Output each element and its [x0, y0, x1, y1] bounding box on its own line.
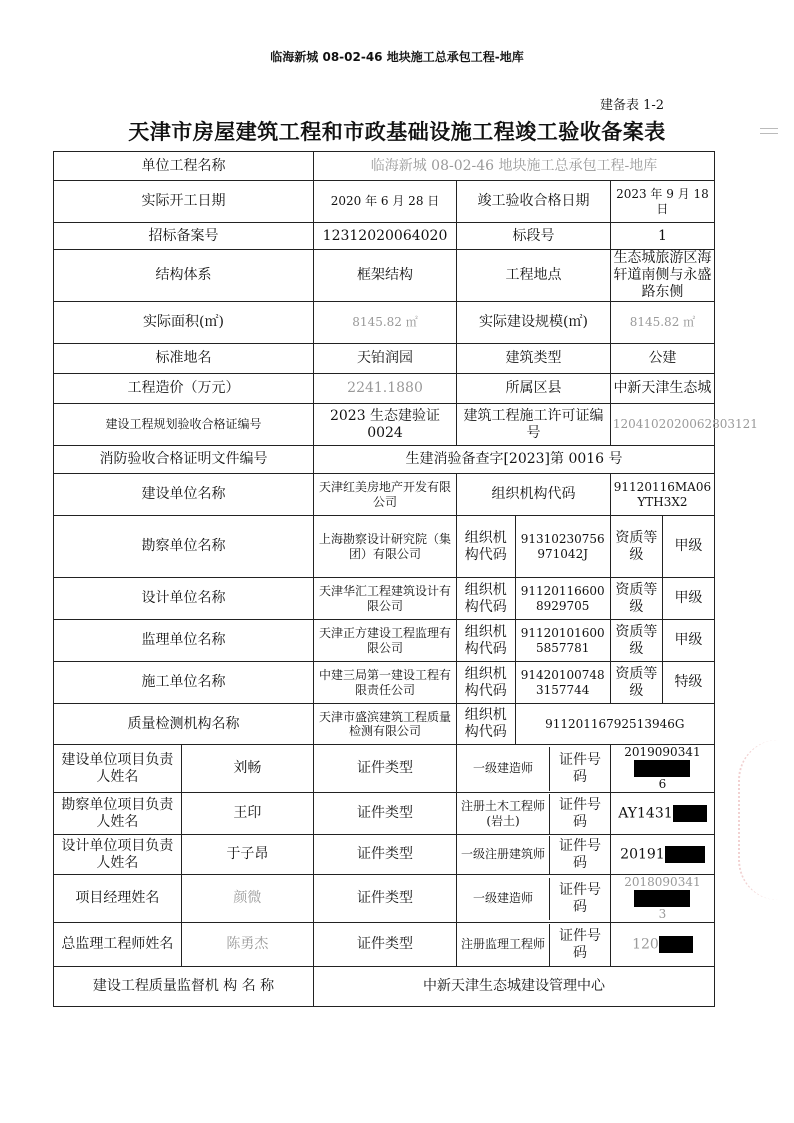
- value-area: 8145.82 ㎡: [314, 302, 457, 344]
- value-survey-pm: 王印: [181, 793, 313, 835]
- value-design-pm-cert-no: 20191: [620, 846, 665, 863]
- label-structure: 结构体系: [54, 250, 314, 302]
- value-permit: 1204102020062803121: [610, 404, 714, 446]
- value-design-qual: 甲级: [662, 578, 714, 620]
- label-builder-pm-cert-type: 证件类型: [314, 745, 457, 793]
- value-construct-code: 914201007483157744: [515, 662, 610, 704]
- label-cost: 工程造价（万元）: [54, 374, 314, 404]
- value-construct: 中建三局第一建设工程有限责任公司: [314, 662, 457, 704]
- label-survey: 勘察单位名称: [54, 516, 314, 578]
- value-pm: 颜微: [181, 875, 313, 923]
- value-location: 生态城旅游区海轩道南侧与永盛路东侧: [610, 250, 714, 302]
- value-plan-cert: 2023 生态建验证0024: [314, 404, 457, 446]
- label-design-qual: 资质等级: [610, 578, 662, 620]
- label-survey-qual: 资质等级: [610, 516, 662, 578]
- value-survey-qual: 甲级: [662, 516, 714, 578]
- redaction-bar: [634, 890, 690, 907]
- label-builder: 建设单位名称: [54, 474, 314, 516]
- value-scale: 8145.82 ㎡: [610, 302, 714, 344]
- label-design-code: 组织机构代码: [457, 578, 516, 620]
- redaction-bar: [665, 846, 705, 863]
- label-section-no: 标段号: [457, 223, 611, 250]
- value-bld-type: 公建: [610, 344, 714, 374]
- label-accept-date: 竣工验收合格日期: [457, 181, 611, 223]
- label-permit: 建筑工程施工许可证编号: [457, 404, 611, 446]
- value-design: 天津华汇工程建筑设计有限公司: [314, 578, 457, 620]
- form-title: 天津市房屋建筑工程和市政基础设施工程竣工验收备案表: [128, 120, 666, 144]
- label-builder-code: 组织机构代码: [457, 474, 611, 516]
- label-bid-no: 招标备案号: [54, 223, 314, 250]
- label-design-pm: 设计单位项目负责人姓名: [54, 835, 182, 875]
- label-pm-cert-type: 证件类型: [314, 875, 457, 923]
- value-survey-pm-cert-type: 注册土木工程师(岩土): [457, 794, 550, 834]
- label-plan-cert: 建设工程规划验收合格证编号: [54, 404, 314, 446]
- form-number: 建备表 1-2: [600, 98, 665, 113]
- acceptance-record-table: [53, 151, 758, 1007]
- value-design-code: 911201166008929705: [515, 578, 610, 620]
- label-bld-type: 建筑类型: [457, 344, 611, 374]
- label-construct: 施工单位名称: [54, 662, 314, 704]
- label-builder-pm-cert-no: 证件号码: [558, 751, 601, 785]
- label-chief-sup-cert-type: 证件类型: [314, 923, 457, 967]
- value-design-pm-cert-type: 一级注册建筑师: [457, 836, 550, 874]
- label-quality-test-code: 组织机构代码: [457, 704, 516, 745]
- value-fire-cert: 生建消验备查字[2023]第 0016 号: [314, 446, 715, 474]
- value-survey-pm-cert-no: AY1431: [618, 805, 673, 822]
- value-builder-pm-cert-no-tail: 6: [658, 777, 667, 791]
- label-std-name: 标准地名: [54, 344, 314, 374]
- value-accept-date: 2023 年 9 月 18 日: [610, 181, 714, 223]
- label-start-date: 实际开工日期: [54, 181, 314, 223]
- label-builder-pm: 建设单位项目负责人姓名: [54, 745, 182, 793]
- value-builder-code: 91120116MA06YTH3X2: [610, 474, 714, 516]
- value-chief-sup: 陈勇杰: [181, 923, 313, 967]
- value-structure: 框架结构: [314, 250, 457, 302]
- label-qa-org: 建设工程质量监督机 构 名 称: [54, 967, 314, 1007]
- label-fire-cert: 消防验收合格证明文件编号: [54, 446, 314, 474]
- label-construct-qual: 资质等级: [610, 662, 662, 704]
- label-pm: 项目经理姓名: [54, 875, 182, 923]
- label-survey-pm-cert-no: 证件号码: [558, 796, 601, 830]
- value-builder-pm-cert-no: 2019090341: [624, 745, 701, 759]
- value-chief-sup-cert-no: 120: [632, 936, 659, 953]
- label-district: 所属区县: [457, 374, 611, 404]
- label-pm-cert-no: 证件号码: [558, 881, 601, 915]
- value-design-pm: 于子昂: [181, 835, 313, 875]
- label-construct-code: 组织机构代码: [457, 662, 516, 704]
- label-design-pm-cert-type: 证件类型: [314, 835, 457, 875]
- redaction-bar: [673, 805, 707, 822]
- value-chief-sup-cert-type: 注册监理工程师: [457, 924, 550, 966]
- seal-edge-mark: [738, 740, 790, 900]
- value-std-name: 天铂润园: [314, 344, 457, 374]
- label-survey-pm: 勘察单位项目负责人姓名: [54, 793, 182, 835]
- label-chief-sup: 总监理工程师姓名: [54, 923, 182, 967]
- label-supervise-qual: 资质等级: [610, 620, 662, 662]
- value-bid-no: 12312020064020: [314, 223, 457, 250]
- label-survey-code: 组织机构代码: [457, 516, 516, 578]
- value-start-date: 2020 年 6 月 28 日: [314, 181, 457, 223]
- redaction-bar: [659, 936, 693, 953]
- label-location: 工程地点: [457, 250, 611, 302]
- value-district: 中新天津生态城: [610, 374, 714, 404]
- label-survey-pm-cert-type: 证件类型: [314, 793, 457, 835]
- value-construct-qual: 特级: [662, 662, 714, 704]
- label-area: 实际面积(㎡): [54, 302, 314, 344]
- value-pm-cert-no: 2018090341: [624, 875, 701, 889]
- value-supervise-qual: 甲级: [662, 620, 714, 662]
- value-project-name: 临海新城 08-02-46 地块施工总承包工程-地库: [314, 152, 715, 181]
- value-pm-cert-type: 一级建造师: [457, 878, 550, 920]
- value-section-no: 1: [610, 223, 714, 250]
- label-chief-sup-cert-no: 证件号码: [558, 927, 601, 961]
- value-survey-code: 91310230756971042J: [515, 516, 610, 578]
- label-quality-test: 质量检测机构名称: [54, 704, 314, 745]
- label-supervise-code: 组织机构代码: [457, 620, 516, 662]
- value-quality-test: 天津市盛滨建筑工程质量检测有限公司: [314, 704, 457, 745]
- value-pm-cert-no-tail: 3: [658, 907, 667, 921]
- label-design: 设计单位名称: [54, 578, 314, 620]
- value-supervise-code: 911201016005857781: [515, 620, 610, 662]
- value-quality-test-code: 91120116792513946G: [515, 704, 714, 745]
- value-builder-pm-cert-type: 一级建造师: [457, 747, 550, 791]
- value-supervise: 天津正方建设工程监理有限公司: [314, 620, 457, 662]
- label-project-name: 单位工程名称: [54, 152, 314, 181]
- label-design-pm-cert-no: 证件号码: [558, 837, 601, 871]
- label-supervise: 监理单位名称: [54, 620, 314, 662]
- page-header: 临海新城 08-02-46 地块施工总承包工程-地库: [270, 50, 524, 64]
- label-scale: 实际建设规模(㎡): [457, 302, 611, 344]
- scan-mark: [760, 128, 778, 134]
- value-cost: 2241.1880: [314, 374, 457, 404]
- value-survey: 上海勘察设计研究院（集团）有限公司: [314, 516, 457, 578]
- value-qa-org: 中新天津生态城建设管理中心: [314, 967, 715, 1007]
- value-builder-pm: 刘畅: [181, 745, 313, 793]
- value-builder: 天津红美房地产开发有限公司: [314, 474, 457, 516]
- redaction-bar: [634, 760, 690, 777]
